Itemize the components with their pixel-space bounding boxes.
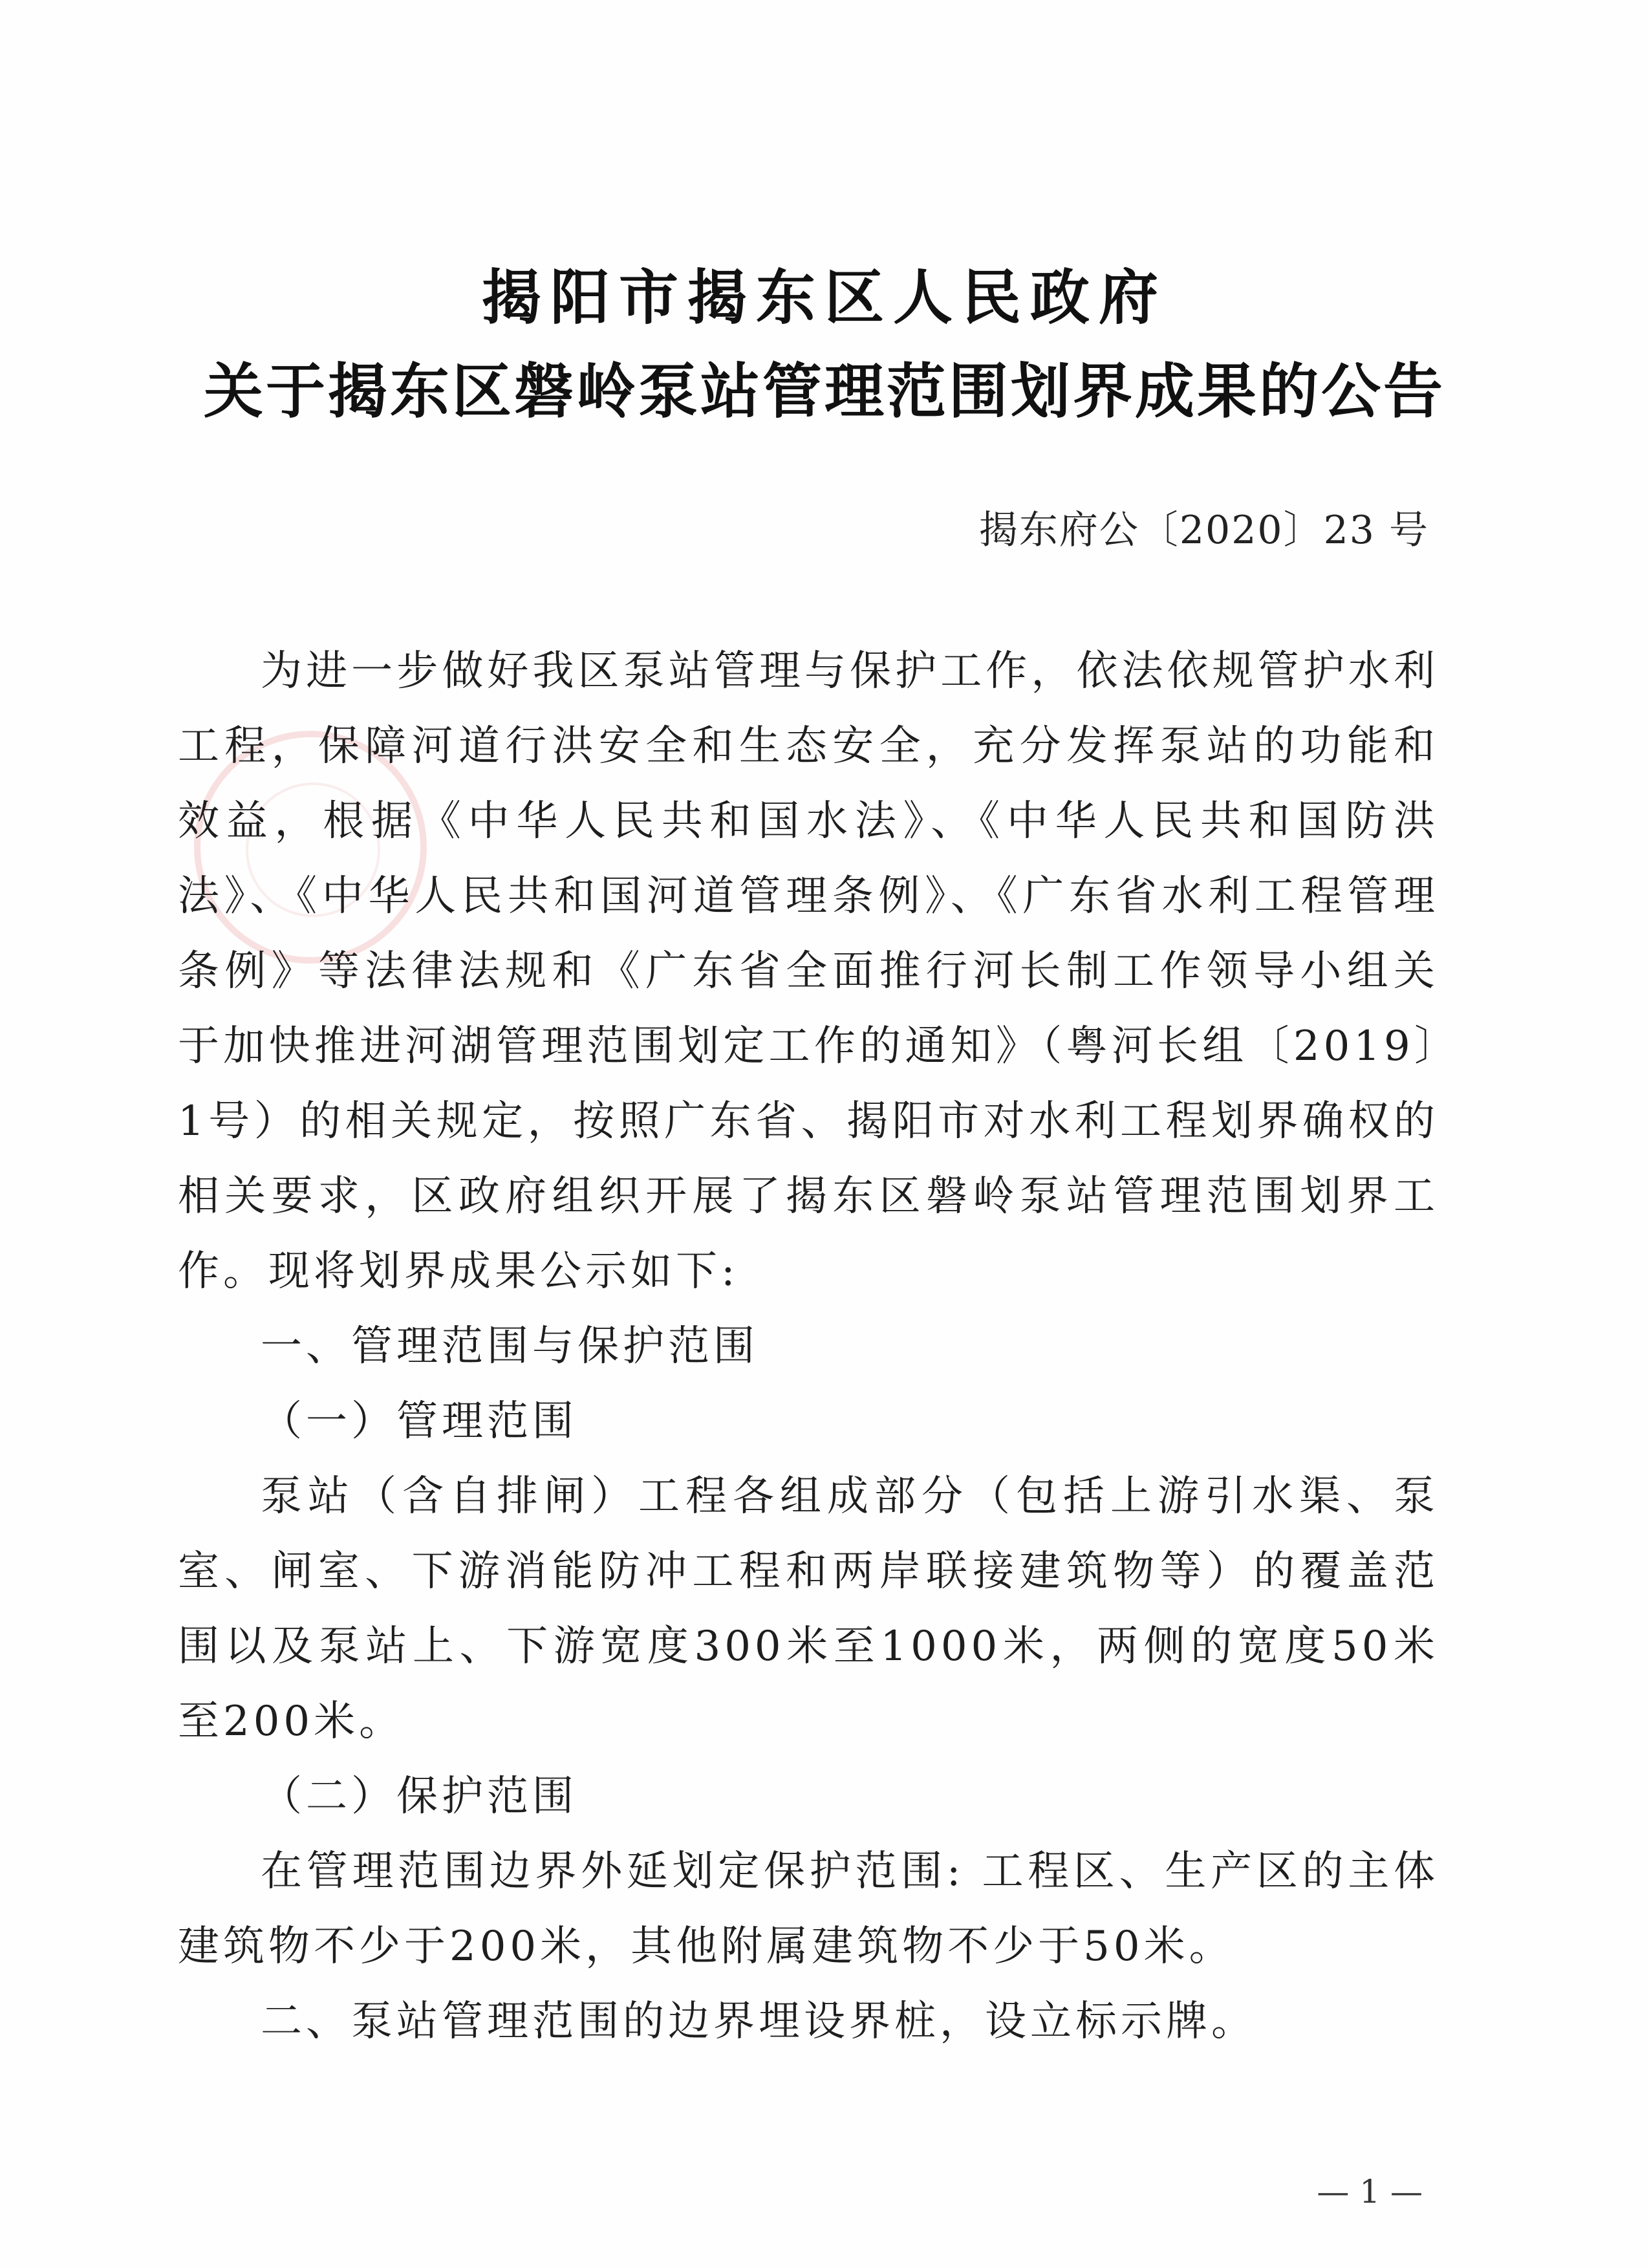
paragraph-intro: 为进一步做好我区泵站管理与保护工作，依法依规管护水利工程，保障河道行洪安全和生态安全，充分发挥泵站的功能和效益，根据《中华人民共和国水法》、《中华人民共和国防洪法》、《中华人民共和国河道管理条例》、《广东省水利工程管理条例》等法律法规和《广东省全面推行河长制工作领导小组关于加快推进河湖管理范围划定工作的通知》（粤河长组〔2019〕1号）的相关规定，按照广东省、揭阳市对水利工程划界确权的相关要求，区政府组织开展了揭东区磐岭泵站管理范围划界工作。现将划界成果公示如下: bbox=[178, 647, 1439, 1295]
heading-subsection-2: （二）保护范围 bbox=[261, 1773, 577, 1820]
title-line-1: 揭阳市揭东区人民政府 bbox=[481, 263, 1167, 332]
heading-section-1: 一、管理范围与保护范围 bbox=[261, 1323, 759, 1370]
paragraph-protection-scope: 在管理范围边界外延划定保护范围: 工程区、生产区的主体建筑物不少于200米，其他附属建筑物不少于50米。 bbox=[178, 1848, 1439, 1971]
page-number-text: — 1 — bbox=[1317, 2173, 1423, 2210]
document-number: 揭东府公〔2020〕23 号 bbox=[978, 508, 1429, 553]
paragraph-management-scope: 泵站（含自排闸）工程各组成部分（包括上游引水渠、泵室、闸室、下游消能防冲工程和两岸联接建筑物等）的覆盖范围以及泵站上、下游宽度300米至1000米，两侧的宽度50米至200米。 bbox=[178, 1473, 1439, 1745]
document-body bbox=[178, 634, 1439, 2059]
heading-section-2: 二、泵站管理范围的边界埋设界桩，设立标示牌。 bbox=[261, 1998, 1256, 2046]
heading-subsection-1: （一）管理范围 bbox=[261, 1398, 577, 1445]
title-line-2: 关于揭东区磐岭泵站管理范围划界成果的公告 bbox=[203, 356, 1445, 426]
page-number bbox=[0, 2173, 1649, 2210]
